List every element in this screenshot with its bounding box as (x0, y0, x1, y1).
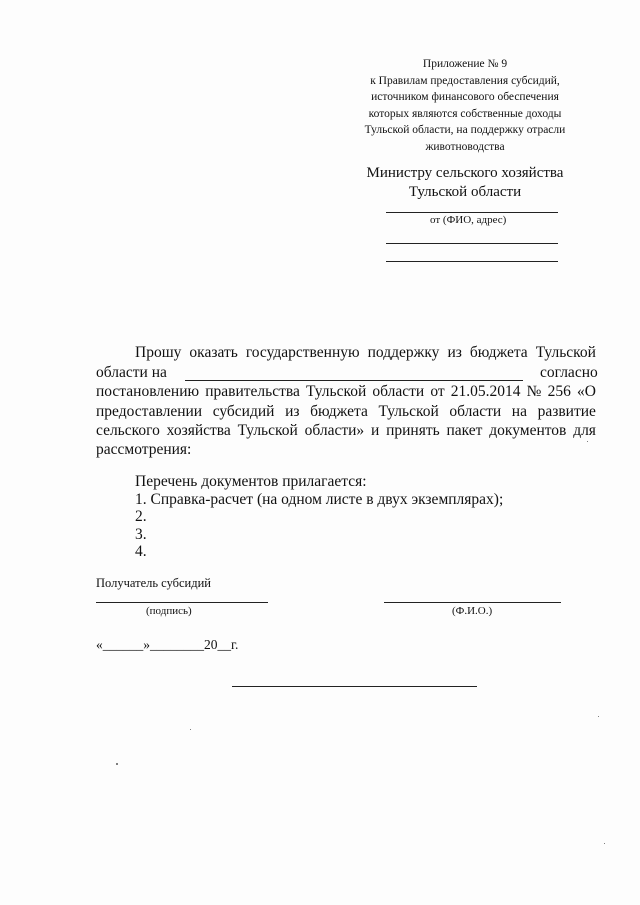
addressee-block (330, 164, 600, 202)
documents-list (135, 473, 503, 561)
annex-line: к Правилам предоставления субсидий, (370, 74, 560, 87)
request-line-1: Прошу оказать государственную поддержку из бюджета Тульской (135, 344, 596, 361)
annex-line: Приложение № 9 (422, 58, 508, 70)
scan-speck (190, 729, 191, 730)
sender-line-3 (386, 261, 558, 262)
signature-line (96, 602, 268, 603)
request-line-3: постановлению правительства Тульской области от 21.05.2014 № 256 «О (96, 383, 596, 400)
bottom-rule (232, 686, 477, 687)
scan-speck (587, 441, 588, 442)
annex-line: которых являются собственные доходы (368, 107, 562, 120)
annex-line: Тульской области, на поддержку отрасли (364, 124, 566, 136)
recipient-label: Получатель субсидий (96, 576, 211, 590)
addressee-line-2: Тульской области (408, 184, 522, 200)
scan-speck (116, 763, 118, 765)
request-line-2-start: области на (96, 364, 167, 381)
annex-header (330, 56, 600, 155)
sender-line-2 (386, 243, 558, 244)
list-item: 4. (135, 543, 147, 560)
date-line: «______»________20__г. (96, 637, 239, 652)
request-line-2-end: согласно (540, 364, 598, 381)
list-item: 2. (135, 508, 147, 525)
list-item: 3. (135, 525, 147, 543)
annex-line: животноводства (425, 140, 505, 153)
region-fill-line (185, 380, 523, 381)
documents-heading: Перечень документов прилагается: (135, 473, 367, 490)
addressee-line-1: Министру сельского хозяйства (366, 165, 564, 181)
annex-line: источником финансового обеспечения (371, 91, 559, 103)
request-line-4: предоставлении субсидий из бюджета Тульской области на развитие (96, 403, 596, 420)
fio-caption: (Ф.И.О.) (452, 605, 493, 617)
sender-line-1 (386, 212, 558, 213)
list-item: 1. Справка-расчет (на одном листе в двух экземплярах); (135, 490, 504, 508)
request-line-5: сельского хозяйства Тульской области» и принять пакет документов для (96, 422, 596, 439)
from-caption: от (ФИО, адрес) (430, 214, 507, 226)
scan-speck (604, 843, 605, 844)
request-line-6: рассмотрения: (96, 441, 192, 458)
scan-speck (598, 716, 599, 717)
fio-line (384, 602, 561, 603)
signature-caption: (подпись) (146, 605, 192, 617)
